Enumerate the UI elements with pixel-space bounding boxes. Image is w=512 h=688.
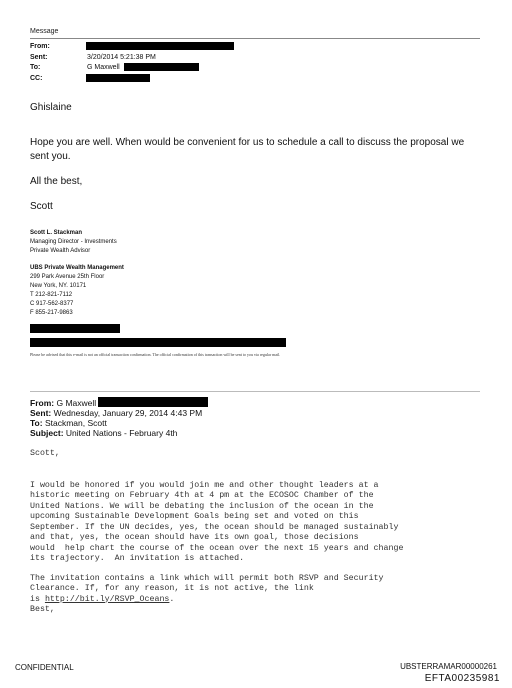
fwd-sent-value: Wednesday, January 29, 2014 4:43 PM bbox=[53, 408, 203, 418]
signature-name: Scott L. Stackman bbox=[30, 230, 83, 236]
disclaimer: Please be advised that this e-mail is not an official transaction confirmation. The official confirmation of this transaction will be sent to you via regular mail. bbox=[30, 352, 281, 357]
fwd-para-1-line: upcoming Sustainable Development Goals being set and voted on this bbox=[30, 512, 359, 521]
to-value: G Maxwell bbox=[87, 64, 120, 71]
fwd-from-row bbox=[30, 398, 96, 408]
fwd-para-1-line: September. If the UN decides, yes, the ocean should be managed sustainably bbox=[30, 522, 399, 532]
efta-number: EFTA00235981 bbox=[424, 673, 500, 684]
signature-block bbox=[30, 229, 117, 256]
fwd-para-1-line: I would be honored if you would join me and other thought leaders at a bbox=[30, 480, 379, 490]
fwd-para-1-line: would help chart the course of the ocean over the next 15 years and change bbox=[30, 543, 404, 553]
fwd-subject-label: Subject: bbox=[30, 428, 64, 438]
from-label: From: bbox=[30, 43, 50, 50]
fwd-from-value: G Maxwell bbox=[56, 398, 97, 408]
fwd-from-label: From: bbox=[30, 398, 55, 408]
signature-company-block bbox=[30, 264, 124, 318]
redaction-cc bbox=[86, 74, 150, 82]
signature-address-1: 299 Park Avenue 25th Floor bbox=[30, 274, 105, 280]
fwd-para-2-line-3 bbox=[30, 595, 384, 606]
confidential-label: CONFIDENTIAL bbox=[15, 663, 74, 672]
greeting: Ghislaine bbox=[30, 102, 72, 113]
signature-title-2: Private Wealth Advisor bbox=[30, 248, 91, 254]
fwd-para-2-suffix: . bbox=[169, 594, 175, 604]
header-divider bbox=[30, 38, 480, 39]
fwd-para-1-line: historic meeting on February 4th at 4 pm at the ECOSOC Chamber of the bbox=[30, 491, 374, 500]
fwd-para-1-line: its trajectory. An invitation is attached. bbox=[30, 554, 245, 563]
fwd-sent-label: Sent: bbox=[30, 408, 52, 418]
redaction-sig-1 bbox=[30, 324, 120, 333]
signature-phone-t: T 212-821-7112 bbox=[30, 292, 73, 298]
redaction-fwd-from bbox=[98, 397, 208, 407]
fwd-para-1 bbox=[30, 470, 403, 575]
fwd-para-2-line: Clearance. If, for any reason, it is not active, the link bbox=[30, 584, 314, 593]
to-label: To: bbox=[30, 64, 41, 71]
fwd-to-row bbox=[30, 418, 107, 428]
fwd-to-value: Stackman, Scott bbox=[44, 418, 107, 428]
redaction-sig-2 bbox=[30, 338, 286, 347]
redaction-from bbox=[86, 42, 234, 50]
forward-divider bbox=[30, 391, 480, 392]
signature-phone-f: F 855-217-9863 bbox=[30, 310, 73, 316]
sent-label: Sent: bbox=[30, 54, 48, 61]
signature-address-2: New York, NY. 10171 bbox=[30, 283, 87, 289]
body-line-2: sent you. bbox=[30, 151, 71, 162]
signature-phone-c: C 917-562-8377 bbox=[30, 301, 74, 307]
fwd-para-2-prefix: is bbox=[30, 594, 45, 604]
signature-company: UBS Private Wealth Management bbox=[30, 265, 124, 271]
signoff: Scott bbox=[30, 201, 53, 212]
fwd-para-2 bbox=[30, 563, 384, 616]
sent-value: 3/20/2014 5:21:38 PM bbox=[87, 54, 156, 61]
fwd-subject-row bbox=[30, 428, 177, 438]
rsvp-link[interactable]: http://bit.ly/RSVP_Oceans bbox=[44, 594, 170, 604]
fwd-subject-value: United Nations - February 4th bbox=[65, 428, 178, 438]
cc-label: CC: bbox=[30, 75, 43, 82]
fwd-closing: Best, bbox=[30, 605, 55, 614]
redaction-to bbox=[124, 63, 199, 71]
closing: All the best, bbox=[30, 176, 83, 187]
message-label: Message bbox=[30, 28, 59, 35]
fwd-greeting: Scott, bbox=[30, 449, 60, 458]
fwd-to-label: To: bbox=[30, 418, 43, 428]
fwd-para-1-line: and that, yes, the ocean should have its own goal, those decisions bbox=[30, 533, 359, 542]
fwd-sent-row bbox=[30, 408, 202, 418]
fwd-para-2-line: The invitation contains a link which will permit both RSVP and Security bbox=[30, 573, 384, 583]
fwd-para-1-line: United Nations. We will be debating the inclusion of the ocean in the bbox=[30, 501, 374, 511]
bates-number: UBSTERRAMAR00000261 bbox=[400, 662, 497, 671]
body-line-1: Hope you are well. When would be convenient for us to schedule a call to discuss the proposal we bbox=[30, 137, 465, 148]
signature-title-1: Managing Director - Investments bbox=[30, 239, 117, 245]
